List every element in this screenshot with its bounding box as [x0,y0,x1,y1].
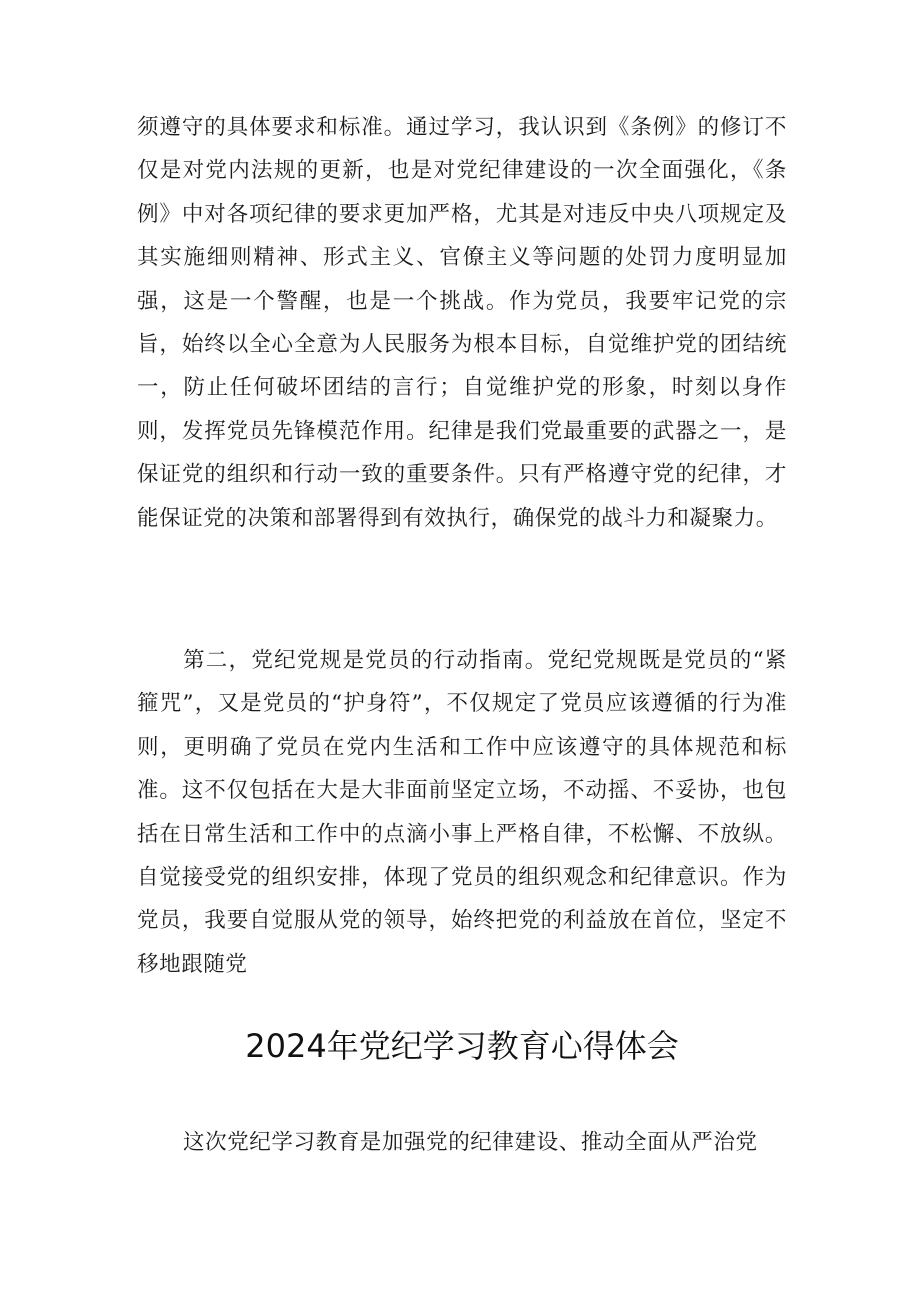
body-paragraph-intro: 这次党纪学习教育是加强党的纪律建设、推动全面从严治党 [183,1130,758,1155]
body-paragraph-continued: 须遵守的具体要求和标准。通过学习，我认识到《条例》的修订不仅是对党内法规的更新，也是对党纪律建设的一次全面强化，《条例》中对各项纪律的要求更加严格，尤其是对违反中央八项规定及其实施细则精神、形式主义、官僚主义等问题的处罚力度明显加强，这是一个警醒，也是一个挑战。作为党员，我要牢记党的宗旨，始终以全心全意为人民服务为根本目标，自觉维护党的团结统一，防止任何破坏团结的言行；自觉维护党的形象，时刻以身作则，发挥党员先锋模范作用。纪律是我们党最重要的武器之一，是保证党的组织和行动一致的重要条件。只有严格遵守党的纪律，才能保证党的决策和部署得到有效执行，确保党的战斗力和凝聚力。 [137,115,787,531]
body-paragraph-second-point: 第二，党纪党规是党员的行动指南。党纪党规既是党员的“紧箍咒”，又是党员的“护身符”，不仅规定了党员应该遵循的行为准则，更明确了党员在党内生活和工作中应该遵守的具体规范和标准。这不仅包括在大是大非面前坚定立场，不动摇、不妥协，也包括在日常生活和工作中的点滴小事上严格自律，不松懈、不放纵。自觉接受党的组织安排，体现了党员的组织观念和纪律意识。作为党员，我要自觉服从党的领导，始终把党的利益放在首位，坚定不移地跟随党 [137,648,787,977]
article-title: 2024年党纪学习教育心得体会 [245,1027,679,1065]
